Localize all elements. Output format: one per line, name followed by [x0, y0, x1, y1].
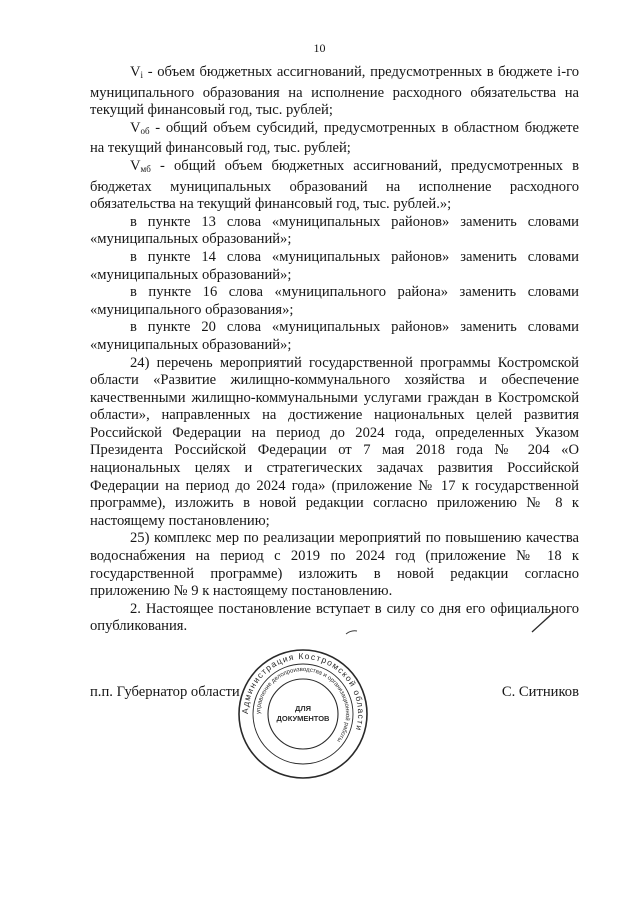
paragraph: в пункте 20 слова «муниципальных районов» заменить словами «муниципальных образований»;	[90, 319, 579, 353]
official-stamp-icon	[237, 648, 369, 780]
paragraph: 25) комплекс мер по реализации мероприятий по повышению качества водоснабжения на период с 2019 по 2024 год (приложение № 18 к государственной программе) изложить в новой редакции согласно приложению № 9 к настоящему постановлению.	[90, 530, 579, 600]
variable-symbol: V	[130, 119, 141, 136]
variable-subscript: об	[140, 125, 150, 136]
paragraph: в пункте 13 слова «муниципальных районов» заменить словами «муниципальных образований»;	[90, 213, 579, 248]
page-number: 10	[313, 41, 326, 55]
paragraph	[90, 64, 579, 120]
paragraph-text: - объем бюджетных ассигнований, предусмотренных в бюджете i-го муниципального образования на исполнение расходного обязательства на текущий финансовый год, тыс. рублей;	[90, 64, 579, 119]
stamp-outer-text: Администрация Костромской области	[239, 650, 367, 733]
pen-mark-icon	[345, 628, 359, 636]
variable-symbol: V	[130, 64, 141, 80]
signatory-position: п.п. Губернатор области	[90, 684, 240, 700]
paragraph: 2. Настоящее постановление вступает в силу со дня его официального опубликования.	[90, 600, 579, 635]
variable-subscript: мб	[140, 163, 151, 174]
signature-stroke-icon	[530, 610, 556, 634]
variable-symbol: V	[130, 157, 141, 174]
paragraph: 24) перечень мероприятий государственной программы Костромской области «Развитие жилищно-коммунального хозяйства и обеспечение качественными жилищно-коммунальными услугами граждан в Костромской области», направленных на достижение национальных целей развития Российской Федерации на период до 2024 года, определенных Указом Президента Российской Федерации от 7 мая 2018 года № 204 «О национальных целях и стратегических задачах развития Российской Федерации на период до 2024 года» (приложение № 17 к государственной программе), изложить в новой редакции согласно приложению № 8 к настоящему постановлению;	[90, 354, 579, 529]
stamp-center-line2: ДОКУМЕНТОВ	[276, 714, 330, 723]
document-body	[90, 64, 579, 636]
stamp-center-line1: ДЛЯ	[295, 704, 311, 713]
paragraph-text: - общий объем бюджетных ассигнований, предусмотренных в бюджетах муниципальных образований на исполнение расходного обязательства на текущий финансовый год, тыс. рублей.»;	[90, 157, 579, 213]
variable-subscript: i	[140, 70, 144, 80]
signatory-name: С. Ситников	[501, 684, 579, 700]
paragraph: в пункте 16 слова «муниципального района» заменить словами «муниципального образования»;	[90, 284, 579, 318]
paragraph-text: - общий объем субсидий, предусмотренных в областном бюджете на текущий финансовый год, тыс. рублей;	[90, 119, 579, 157]
paragraph: в пункте 14 слова «муниципальных районов» заменить словами «муниципальных образований»;	[90, 248, 579, 283]
paragraph	[90, 120, 579, 158]
paragraph	[90, 158, 579, 214]
stamp-inner-text: управление делопроизводства и организационной работы	[255, 666, 351, 743]
